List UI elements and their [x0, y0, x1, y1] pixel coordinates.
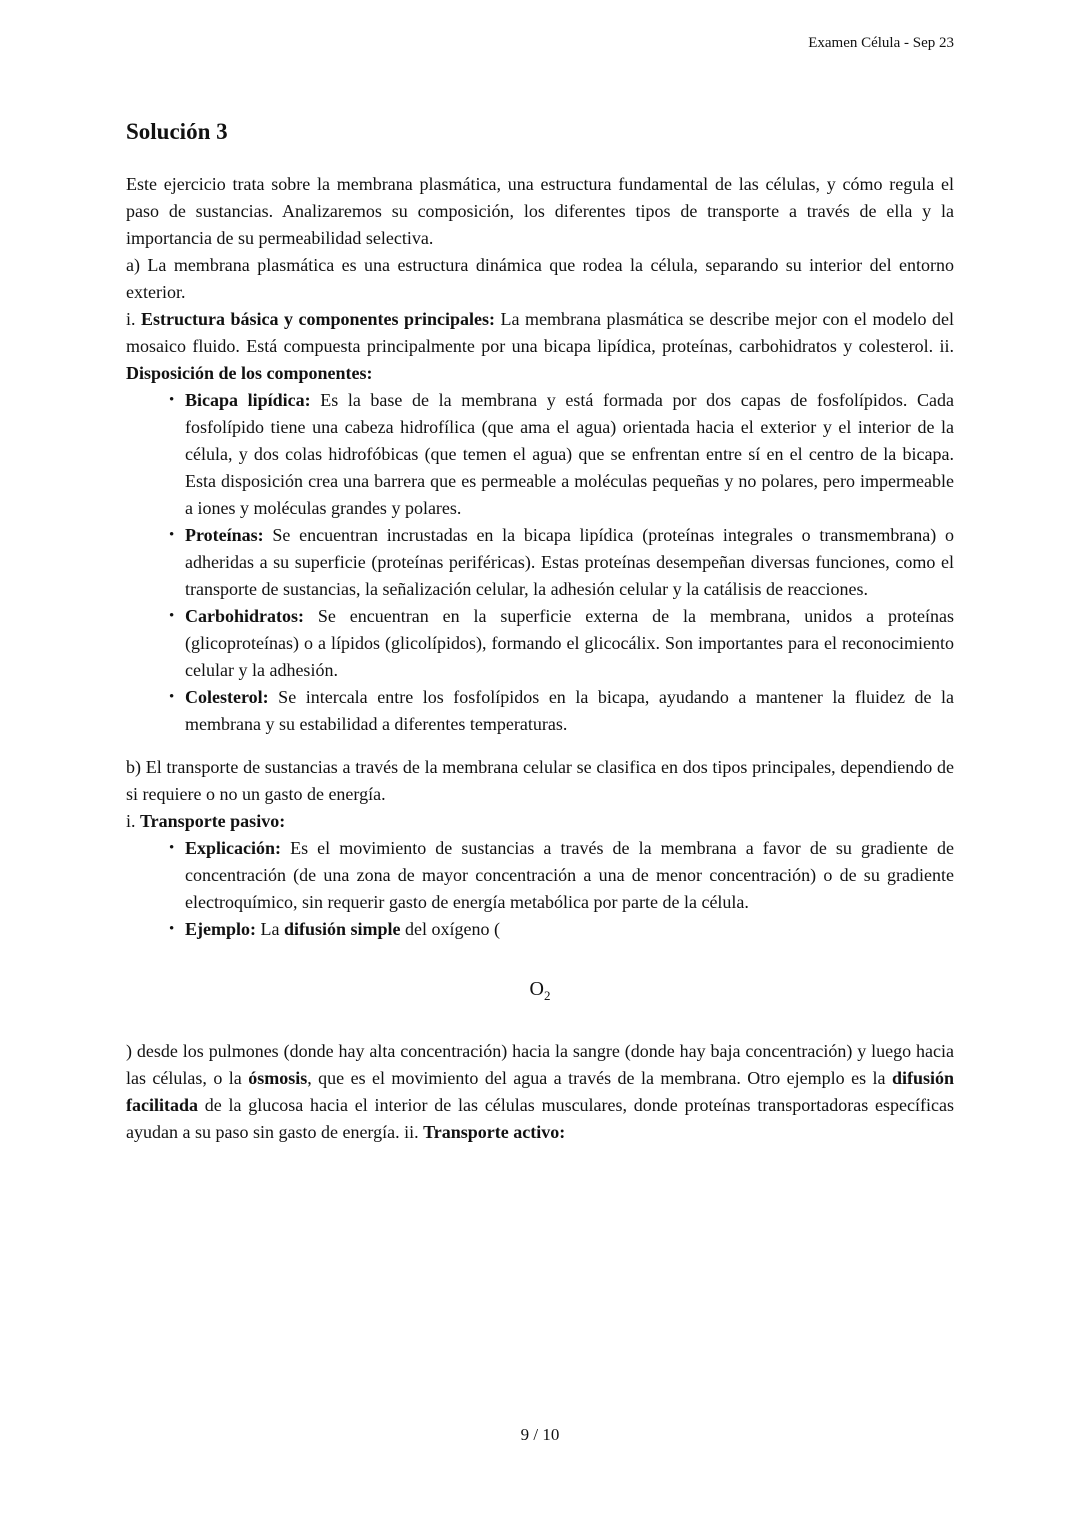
part-b-subitem-i-paragraph: i. Transporte pasivo:: [126, 811, 286, 831]
list-item-ejemplo: • Ejemplo: La difusión simple del oxígeno (: [185, 916, 954, 943]
list-item-carbohidratos: • Carbohidratos: Se encuentran en la superficie externa de la membrana, unidos a proteínas (glicoproteínas) o a lípidos (glicolípidos), formando el glicocálix. Son importantes para el reconocimiento celular y la adhesión.: [185, 603, 954, 684]
passive-transport-list: [126, 835, 954, 943]
part-a-paragraph: a) La membrana plasmática es una estructura dinámica que rodea la célula, separando su interior del entorno exterior.: [126, 255, 954, 302]
list-item-proteinas: • Proteínas: Se encuentran incrustadas en la bicapa lipídica (proteínas integrales o transmembrana) o adheridas a su superficie (proteínas periféricas). Estas proteínas desempeñan diversas funciones, como el transporte de sustancias, la señalización celular, la adhesión celular y la catálisis de reacciones.: [185, 522, 954, 603]
solution-content: [126, 116, 954, 1146]
part-a-subitem-i-paragraph: i. Estructura básica y componentes principales: La membrana plasmática se describe mejor con el modelo del mosaico fluido. Está compuesta principalmente por una bicapa lipídica, proteínas, carbohidratos y colesterol. ii. Disposición de los componentes:: [126, 309, 954, 383]
intro-paragraph: Este ejercicio trata sobre la membrana plasmática, una estructura fundamental de las células, y cómo regula el paso de sustancias. Analizaremos su composición, los diferentes tipos de transporte a través de ella y la importancia de su permeabilidad selectiva.: [126, 174, 954, 248]
list-item-explicacion: • Explicación: Es el movimiento de sustancias a través de la membrana a favor de su gradiente de concentración (de una zona de mayor concentración a una de menor concentración) o de su gradiente electroquímico, sin requerir gasto de energía metabólica por parte de la célula.: [185, 835, 954, 916]
solution-title: Solución 3: [126, 119, 228, 144]
list-item-bicapa-lipidica: • Bicapa lipídica: Es la base de la membrana y está formada por dos capas de fosfolípidos. Cada fosfolípido tiene una cabeza hidrofílica (que ama el agua) orientada hacia el exterior y el interior de la célula, y dos colas hidrofóbicas (que temen el agua) que se enfrentan entre sí en el centro de la bicapa. Esta disposición crea una barrera que es permeable a moléculas pequeñas y no polares, pero impermeable a iones y moléculas grandes y polares.: [185, 387, 954, 522]
formula-base: O: [529, 978, 544, 1000]
formula-subscript: 2: [543, 988, 551, 1003]
part-b-paragraph: b) El transporte de sustancias a través de la membrana celular se clasifica en dos tipos principales, dependiendo de si requiere o no un gasto de energía.: [126, 757, 954, 804]
list-item-colesterol: • Colesterol: Se intercala entre los fosfolípidos en la bicapa, ayudando a mantener la fluidez de la membrana y su estabilidad a diferentes temperaturas.: [185, 684, 954, 738]
continuation-paragraph: ) desde los pulmones (donde hay alta concentración) hacia la sangre (donde hay baja concentración) y luego hacia las células, o la ósmosis, que es el movimiento del agua a través de la membrana. Otro ejemplo es la difusión facilitada de la glucosa hacia el interior de las células musculares, donde proteínas transportadoras específicas ayudan a su paso sin gasto de energía. ii. Transporte activo:: [126, 1041, 954, 1142]
page-number: 9 / 10: [520, 1425, 560, 1444]
running-header: Examen Célula - Sep 23: [808, 35, 954, 51]
membrane-components-list: [126, 387, 954, 738]
oxygen-formula: [126, 974, 954, 1011]
